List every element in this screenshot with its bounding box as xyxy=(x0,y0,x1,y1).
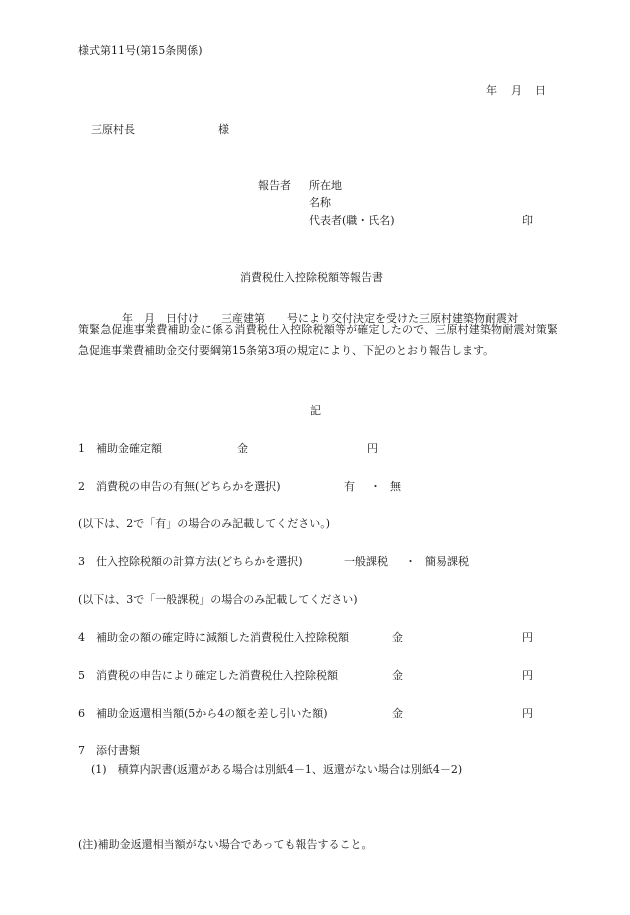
item-6-label: 6 補助金返還相当額(5から4の額を差し引いた額) xyxy=(78,707,328,720)
body-text: 策緊急促進事業費補助金に係る消費税仕入控除税額等が確定したので、三原村建築物耐震対策緊急促進事業費補助金交付要綱第15条第3項の規定により、下記のとおり報告します。 xyxy=(78,323,558,357)
item-3-option-simple: 簡易課税 xyxy=(425,555,469,568)
date-month: 月 xyxy=(511,84,522,97)
addressee-name: 三原村長 xyxy=(91,123,135,136)
item-4-currency: 金 xyxy=(392,631,403,644)
addressee-honorific: 様 xyxy=(218,123,229,136)
item-7-sub-1: (1) 積算内訳書(返還がある場合は別紙4－1、返還がない場合は別紙4－2) xyxy=(91,763,463,776)
item-1-unit: 円 xyxy=(367,442,378,455)
body-line-1: 年 月 日付け 三産建第 号により交付決定を受けた三原村建築物耐震対 xyxy=(122,312,518,325)
item-5-label: 5 消費税の申告により確定した消費税仕入控除税額 xyxy=(78,669,338,682)
item-2-label: 2 消費税の申告の有無(どちらかを選択) xyxy=(78,480,281,493)
item-2-option-yes: 有 xyxy=(344,480,355,493)
reporter-name-label: 名称 xyxy=(309,196,331,209)
item-1-currency: 金 xyxy=(237,442,248,455)
item-3-label: 3 仕入控除税額の計算方法(どちらかを選択) xyxy=(78,555,303,568)
reporter-address-label: 所在地 xyxy=(309,179,342,192)
item-7-label: 7 添付書類 xyxy=(78,744,140,757)
item-6-currency: 金 xyxy=(392,707,403,720)
item-3-separator: ・ xyxy=(405,555,416,568)
item-2-option-no: 無 xyxy=(390,480,401,493)
note-item-3: (以下は、3で「一般課税」の場合のみ記載してください) xyxy=(78,593,358,606)
note-item-2: (以下は、2で「有」の場合のみ記載してください。) xyxy=(78,517,331,530)
reporter-representative-label: 代表者(職・氏名) xyxy=(309,214,395,227)
item-6-unit: 円 xyxy=(522,707,533,720)
item-2-separator: ・ xyxy=(370,480,381,493)
item-4-label: 4 補助金の額の確定時に減額した消費税仕入控除税額 xyxy=(78,631,349,644)
item-3-option-general: 一般課税 xyxy=(344,555,388,568)
footnote: (注)補助金返還相当額がない場合であっても報告すること。 xyxy=(78,838,373,851)
form-number: 様式第11号(第15条関係) xyxy=(78,44,203,57)
item-4-unit: 円 xyxy=(522,631,533,644)
item-1-label: 1 補助金確定額 xyxy=(78,442,162,455)
seal-mark: 印 xyxy=(522,214,533,227)
item-5-currency: 金 xyxy=(392,669,403,682)
document-title: 消費税仕入控除税額等報告書 xyxy=(240,271,383,284)
ki-heading: 記 xyxy=(310,404,321,417)
reporter-label: 報告者 xyxy=(258,179,291,192)
date-year: 年 xyxy=(486,84,497,97)
item-5-unit: 円 xyxy=(522,669,533,682)
date-day: 日 xyxy=(535,84,546,97)
